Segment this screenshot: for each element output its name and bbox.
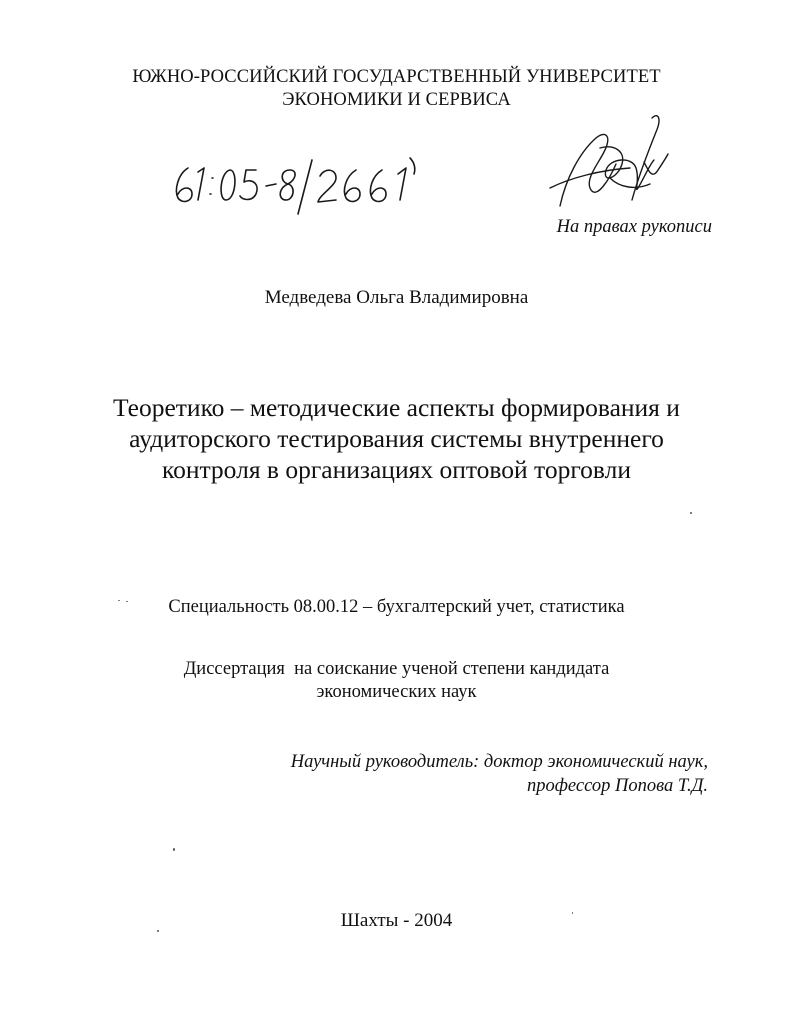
specialty: Специальность 08.00.12 – бухгалтерский учет, статистика (168, 597, 625, 617)
degree-line-2: экономических наук (316, 682, 477, 702)
scan-speck (157, 930, 159, 932)
scan-speck (572, 912, 573, 914)
signature (540, 108, 690, 218)
title-line-2: аудиторского тестирования системы внутреннего (129, 424, 664, 453)
university-line-1: ЮЖНО-РОССИЙСКИЙ ГОСУДАРСТВЕННЫЙ УНИВЕРСИТЕТ (132, 67, 661, 87)
scan-speck (690, 512, 692, 514)
title-line-3: контроля в организациях оптовой торговли (161, 455, 631, 484)
scientific-supervisor (230, 750, 708, 798)
supervisor-line-1: Научный руководитель: доктор экономический наук, (290, 752, 708, 772)
city-year: Шахты - 2004 (340, 910, 453, 931)
author-name: Медведева Ольга Владимировна (264, 287, 529, 308)
dissertation-title (0, 392, 793, 485)
supervisor-line-2: профессор Попова Т.Д. (527, 776, 708, 796)
scan-speck (118, 600, 120, 601)
scan-speck (173, 848, 175, 851)
title-line-1: Теоретико – методические аспекты формирования и (113, 393, 680, 422)
university-line-2: ЭКОНОМИКИ И СЕРВИСА (282, 90, 511, 110)
degree-line-1: Диссертация на соискание ученой степени кандидата (183, 659, 610, 679)
manuscript-rights-note: На правах рукописи (556, 217, 712, 237)
university-header (0, 66, 793, 112)
scan-speck (126, 601, 128, 602)
degree-statement (0, 658, 793, 704)
handwritten-archive-number (170, 150, 440, 220)
